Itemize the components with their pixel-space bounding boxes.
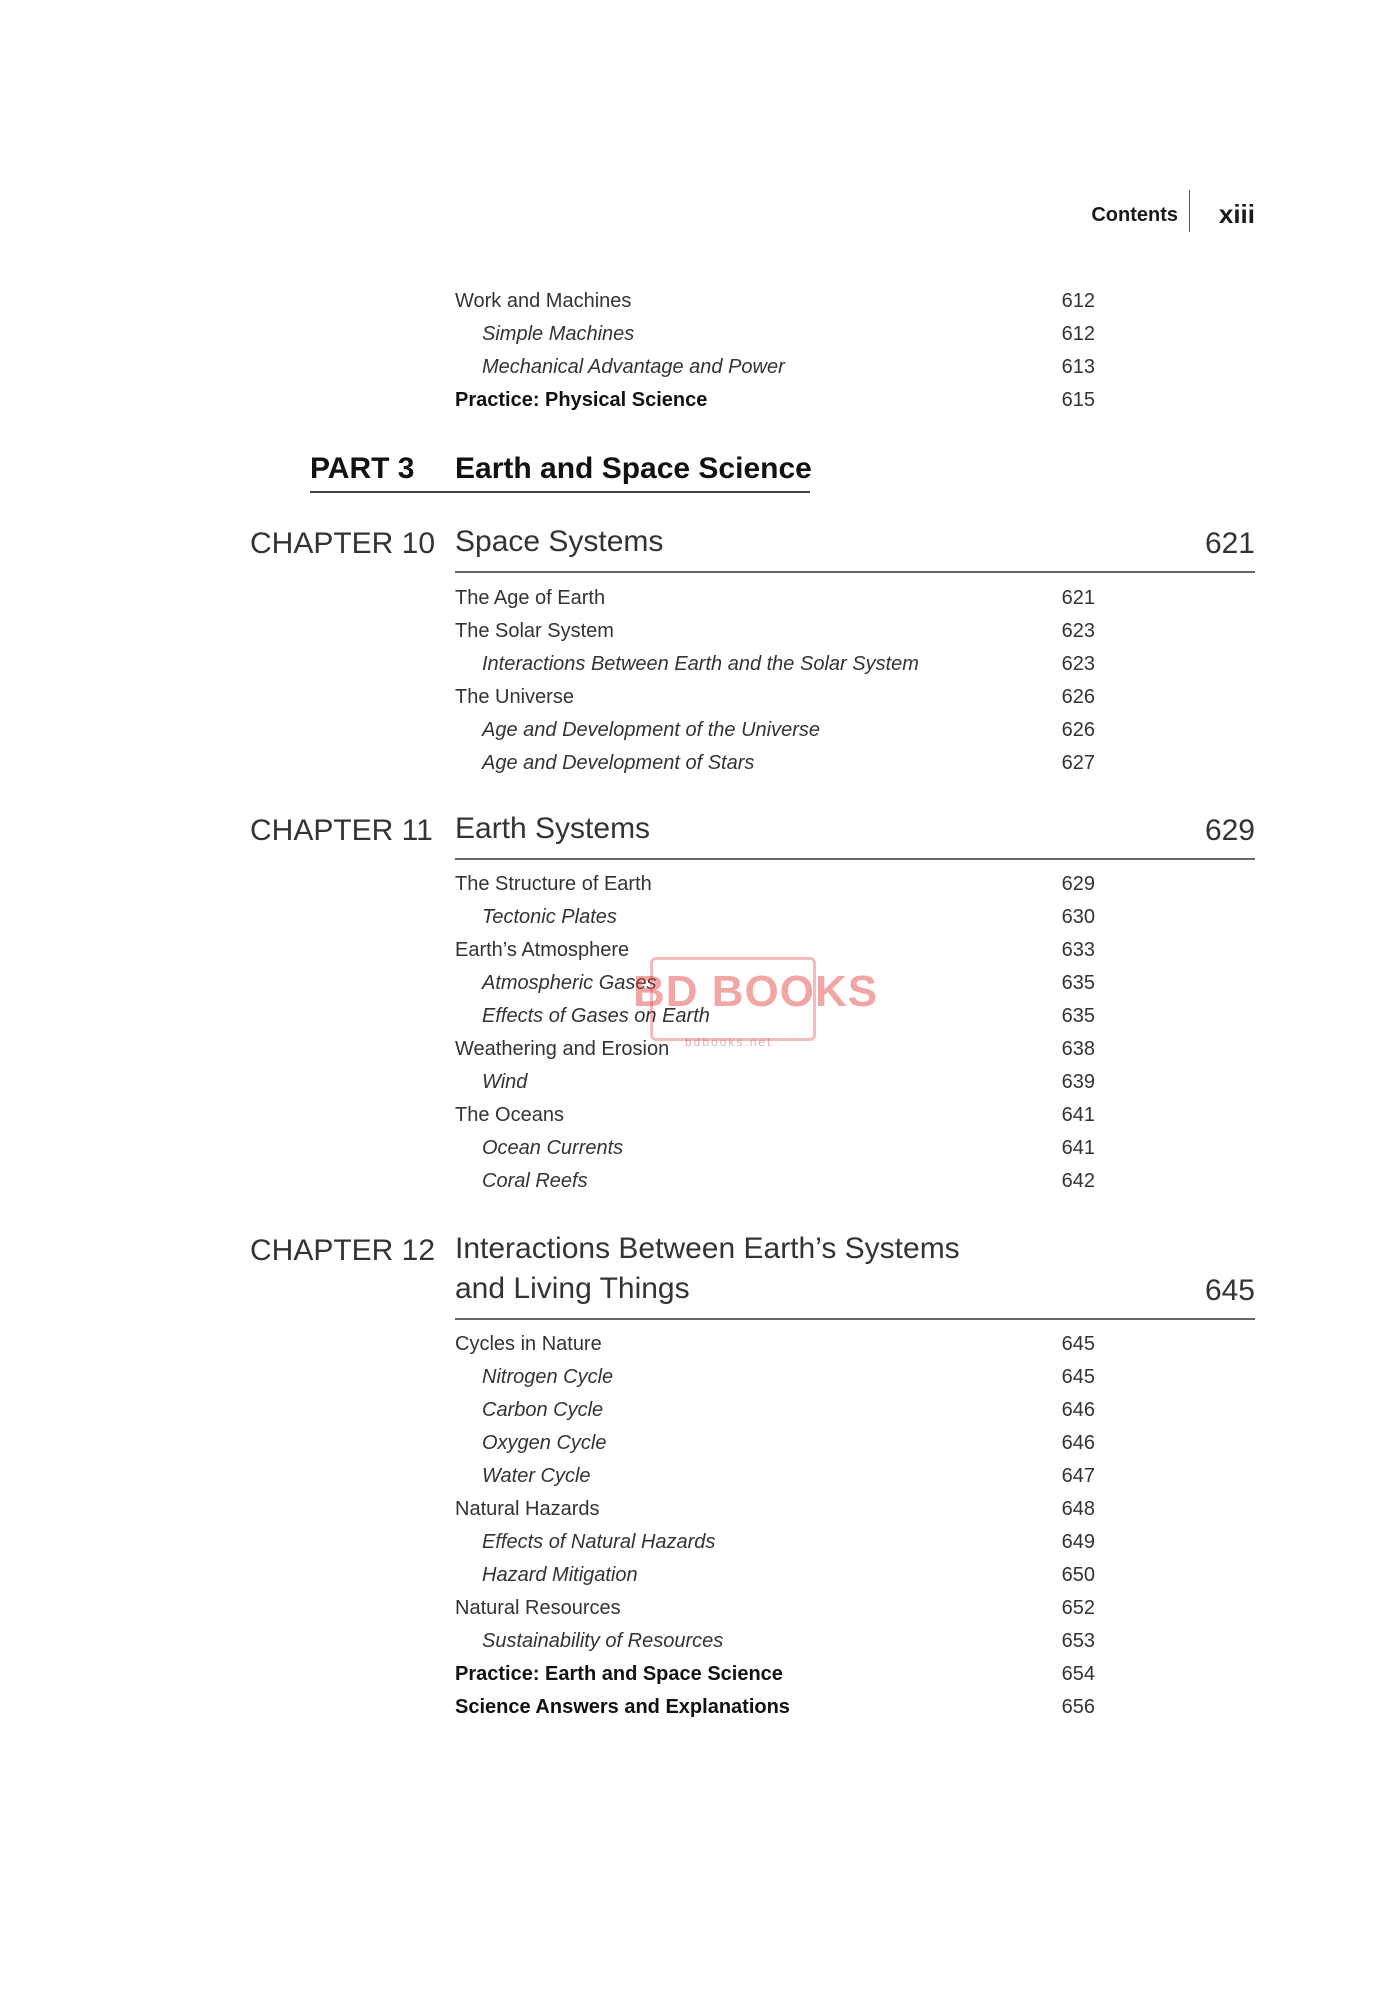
toc-entry-page: 633 — [1061, 939, 1095, 961]
header-label: Contents — [1091, 204, 1178, 226]
toc-entry-title: Tectonic Plates — [482, 906, 617, 928]
toc-entry-title: Practice: Earth and Space Science — [455, 1663, 783, 1685]
toc-entry-title: The Universe — [455, 686, 574, 708]
toc-entry-page: 646 — [1061, 1399, 1095, 1421]
toc-entry-title: Cycles in Nature — [455, 1333, 602, 1355]
toc-subentry[interactable] — [455, 1399, 1095, 1429]
toc-entry-title: Atmospheric Gases — [482, 972, 657, 994]
toc-entry-page: 648 — [1061, 1498, 1095, 1520]
watermark-logo — [615, 955, 879, 1051]
toc-entry-page: 629 — [1061, 873, 1095, 895]
toc-entry-page: 652 — [1061, 1597, 1095, 1619]
toc-entry-title: The Age of Earth — [455, 587, 606, 609]
toc-subentry[interactable] — [455, 1170, 1095, 1200]
toc-entry-page: 642 — [1061, 1170, 1095, 1192]
toc-entry[interactable] — [455, 1597, 1095, 1627]
toc-entry-page: 630 — [1061, 906, 1095, 928]
toc-subentry[interactable] — [455, 323, 1095, 353]
toc-entry-title: Wind — [482, 1071, 528, 1093]
toc-entry-title: Ocean Currents — [482, 1137, 624, 1159]
toc-entry-title: Mechanical Advantage and Power — [482, 356, 785, 378]
toc-entry-title: Oxygen Cycle — [482, 1432, 607, 1454]
toc-entry-page: 647 — [1061, 1465, 1095, 1487]
toc-entry[interactable] — [455, 587, 1095, 617]
chapter-title[interactable]: Space Systems — [455, 525, 664, 558]
toc-entry[interactable] — [455, 1104, 1095, 1134]
chapter-label: CHAPTER 11 — [250, 814, 433, 847]
toc-entry-title: Weathering and Erosion — [455, 1038, 670, 1060]
toc-entry-page: 626 — [1061, 686, 1095, 708]
toc-practice-entry[interactable] — [455, 389, 1095, 419]
chapter-page: 621 — [1204, 527, 1255, 560]
toc-entry[interactable] — [455, 620, 1095, 650]
toc-entry-title: Effects of Natural Hazards — [482, 1531, 716, 1553]
part-heading — [310, 452, 810, 494]
toc-entry-title: Natural Hazards — [455, 1498, 600, 1520]
toc-entry[interactable] — [455, 1498, 1095, 1528]
running-header — [1040, 198, 1260, 242]
chapter-title-line2[interactable]: and Living Things — [455, 1272, 690, 1305]
toc-entry-title: Effects of Gases on Earth — [482, 1005, 710, 1027]
part-title: Earth and Space Science — [455, 452, 812, 485]
toc-practice-entry[interactable] — [455, 1663, 1095, 1693]
toc-subentry[interactable] — [455, 1432, 1095, 1462]
toc-entry-page: 613 — [1061, 356, 1095, 378]
toc-entry-title: Nitrogen Cycle — [482, 1366, 614, 1388]
toc-entry-title: Earth’s Atmosphere — [455, 939, 630, 961]
toc-entry-page: 646 — [1061, 1432, 1095, 1454]
toc-subentry[interactable] — [455, 1137, 1095, 1167]
part-underline — [310, 491, 810, 493]
watermark-url: bdbooks.net — [685, 1035, 773, 1049]
toc-entry[interactable] — [455, 686, 1095, 716]
toc-entry-title: Age and Development of Stars — [482, 752, 755, 774]
chapter-title-line1[interactable]: Interactions Between Earth’s Systems — [455, 1232, 960, 1265]
toc-subentry[interactable] — [455, 752, 1095, 782]
chapter-label: CHAPTER 12 — [250, 1234, 436, 1267]
toc-entry[interactable] — [455, 290, 1095, 320]
toc-entry-title: Natural Resources — [455, 1597, 621, 1619]
toc-entry-page: 635 — [1061, 972, 1095, 994]
toc-entry-title: The Oceans — [455, 1104, 564, 1126]
toc-entry-page: 623 — [1061, 653, 1095, 675]
toc-subentry[interactable] — [455, 1071, 1095, 1101]
toc-entry-title: Coral Reefs — [482, 1170, 588, 1192]
toc-subentry[interactable] — [455, 1531, 1095, 1561]
toc-entry-title: Water Cycle — [482, 1465, 591, 1487]
toc-entry[interactable] — [455, 1333, 1095, 1363]
toc-entry-page: 649 — [1061, 1531, 1095, 1553]
toc-entry-page: 641 — [1061, 1104, 1095, 1126]
toc-subentry[interactable] — [455, 906, 1095, 936]
chapter-title[interactable]: Earth Systems — [455, 812, 651, 845]
toc-entry-page: 635 — [1061, 1005, 1095, 1027]
toc-entry-page: 656 — [1061, 1696, 1095, 1718]
chapter-rule — [455, 1318, 1255, 1320]
header-divider — [1189, 190, 1190, 232]
toc-subentry[interactable] — [455, 653, 1095, 683]
toc-entry-page: 645 — [1061, 1366, 1095, 1388]
toc-entry[interactable] — [455, 873, 1095, 903]
chapter-page: 645 — [1204, 1274, 1255, 1307]
toc-answers-entry[interactable] — [455, 1696, 1095, 1726]
toc-entry-page: 612 — [1061, 323, 1095, 345]
toc-entry-page: 612 — [1061, 290, 1095, 312]
chapter-page: 629 — [1204, 814, 1255, 847]
toc-entry-page: 650 — [1061, 1564, 1095, 1586]
toc-entry-title: Age and Development of the Universe — [482, 719, 820, 741]
toc-entry-title: Sustainability of Resources — [482, 1630, 724, 1652]
chapter-rule — [455, 858, 1255, 860]
toc-entry-page: 645 — [1061, 1333, 1095, 1355]
toc-entry-title: Hazard Mitigation — [482, 1564, 638, 1586]
toc-entry-title: Science Answers and Explanations — [455, 1696, 790, 1718]
toc-entry-page: 641 — [1061, 1137, 1095, 1159]
header-page-number: xiii — [1218, 199, 1255, 229]
toc-entry-title: Work and Machines — [455, 290, 632, 312]
toc-entry-page: 626 — [1061, 719, 1095, 741]
toc-subentry[interactable] — [455, 1465, 1095, 1495]
toc-subentry[interactable] — [455, 1564, 1095, 1594]
toc-entry-page: 615 — [1061, 389, 1095, 411]
toc-entry-page: 627 — [1061, 752, 1095, 774]
toc-subentry[interactable] — [455, 719, 1095, 749]
toc-subentry[interactable] — [455, 1366, 1095, 1396]
chapter-rule — [455, 571, 1255, 573]
toc-entry-page: 638 — [1061, 1038, 1095, 1060]
toc-subentry[interactable] — [455, 1630, 1095, 1660]
toc-subentry[interactable] — [455, 356, 1095, 386]
toc-entry-page: 653 — [1061, 1630, 1095, 1652]
toc-entry-title: Carbon Cycle — [482, 1399, 604, 1421]
toc-entry-page: 621 — [1061, 587, 1095, 609]
toc-entry-title: Practice: Physical Science — [455, 389, 708, 411]
toc-entry-page: 654 — [1061, 1663, 1095, 1685]
watermark-text: BD BOOKS — [633, 967, 879, 1016]
toc-entry-title: The Structure of Earth — [455, 873, 652, 895]
toc-entry-title: Simple Machines — [482, 323, 635, 345]
part-label: PART 3 — [310, 452, 415, 485]
toc-entry-page: 623 — [1061, 620, 1095, 642]
toc-entry-page: 639 — [1061, 1071, 1095, 1093]
toc-entry-title: The Solar System — [455, 620, 614, 642]
toc-entry-title: Interactions Between Earth and the Solar System — [482, 653, 919, 675]
chapter-label: CHAPTER 10 — [250, 527, 436, 560]
